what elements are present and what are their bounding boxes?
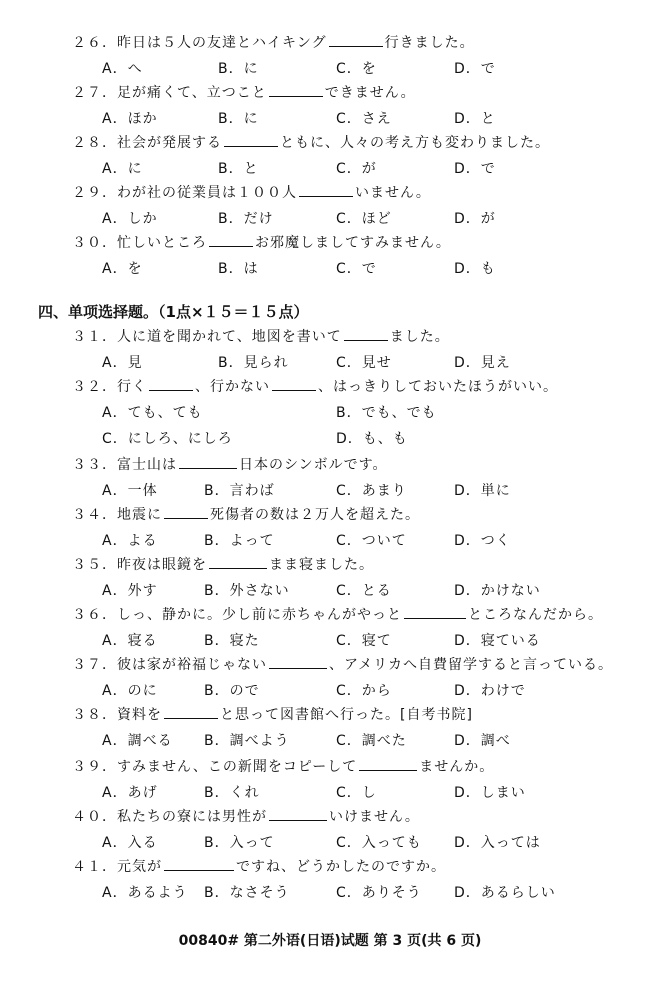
question-text-after: いません。 bbox=[355, 185, 431, 201]
question-text-before: 社会が発展する bbox=[117, 135, 222, 151]
option-a: A．外す bbox=[102, 583, 158, 599]
question-number: ２９． bbox=[72, 185, 117, 201]
question-text-after: と思って図書館へ行った。[自考书院] bbox=[220, 707, 473, 723]
question-38 bbox=[72, 704, 473, 724]
question-text-after: いけません。 bbox=[329, 809, 420, 825]
option-a: A．ても、ても bbox=[102, 405, 203, 421]
option-c: C．調べた bbox=[336, 733, 407, 749]
question-text-after: 行きました。 bbox=[384, 35, 475, 51]
option-c: C．を bbox=[336, 61, 377, 77]
question-number: ２８． bbox=[72, 135, 117, 151]
question-text-before: 富士山は bbox=[117, 457, 177, 473]
question-text-after: ませんか。 bbox=[419, 759, 495, 775]
answer-blank bbox=[224, 134, 278, 147]
question-text-middle: 、行かない bbox=[195, 379, 270, 395]
option-d: D．かけない bbox=[454, 583, 541, 599]
option-a: A．しか bbox=[102, 211, 158, 227]
question-29 bbox=[72, 182, 431, 202]
answer-blank bbox=[329, 34, 383, 47]
question-text-before: 私たちの寮には男性が bbox=[117, 809, 267, 825]
options-34 bbox=[102, 530, 642, 550]
question-number: ４０． bbox=[72, 809, 117, 825]
question-text-before: すみません、この新聞をコピーして bbox=[117, 759, 358, 775]
question-34 bbox=[72, 504, 420, 524]
page-footer: 00840# 第二外语(日语)试题 第 3 页(共 6 页) bbox=[178, 933, 482, 949]
option-b: B．でも、でも bbox=[336, 405, 437, 421]
section-heading: 四、单项选择题。（1点×１５＝１５点） bbox=[38, 303, 309, 321]
options-40 bbox=[102, 832, 642, 852]
question-text-before: 足が痛くて、立つこと bbox=[117, 85, 267, 101]
option-b: B．は bbox=[218, 261, 259, 277]
option-d: D．見え bbox=[454, 355, 511, 371]
question-text-before: わが社の従業員は１００人 bbox=[117, 185, 297, 201]
option-d: D．と bbox=[454, 111, 496, 127]
option-d: D．わけで bbox=[454, 683, 526, 699]
question-32 bbox=[72, 376, 558, 396]
options-33 bbox=[102, 480, 642, 500]
answer-blank-1 bbox=[149, 378, 193, 391]
question-26 bbox=[72, 32, 475, 52]
option-b: B．調べよう bbox=[204, 733, 290, 749]
option-a: A．あげ bbox=[102, 785, 158, 801]
question-number: ３６． bbox=[72, 607, 117, 623]
option-c: C．ほど bbox=[336, 211, 392, 227]
options-27 bbox=[102, 108, 642, 128]
question-number: ３４． bbox=[72, 507, 117, 523]
answer-blank bbox=[179, 456, 237, 469]
option-d: D．で bbox=[454, 61, 496, 77]
option-a: A．寝る bbox=[102, 633, 158, 649]
answer-blank bbox=[299, 184, 353, 197]
option-d: D．しまい bbox=[454, 785, 526, 801]
question-text-before: 元気が bbox=[117, 859, 162, 875]
option-a: A．ほか bbox=[102, 111, 158, 127]
options-38 bbox=[102, 730, 642, 750]
options-30 bbox=[102, 258, 642, 278]
question-text-after: ました。 bbox=[389, 329, 450, 345]
question-40 bbox=[72, 806, 420, 826]
option-a: A．へ bbox=[102, 61, 143, 77]
question-number: ４１． bbox=[72, 859, 117, 875]
option-c: C．ありそう bbox=[336, 885, 422, 901]
answer-blank bbox=[269, 656, 327, 669]
options-29 bbox=[102, 208, 642, 228]
option-b: B．ので bbox=[204, 683, 260, 699]
option-b: B．入って bbox=[204, 835, 275, 851]
question-text-after: 、アメリカへ自費留学すると言っている。 bbox=[329, 657, 614, 673]
option-b: B．くれ bbox=[204, 785, 260, 801]
question-text-before: 人に道を聞かれて、地図を書いて bbox=[117, 329, 342, 345]
question-text-after: ですね、どうかしたのですか。 bbox=[236, 859, 446, 875]
question-41 bbox=[72, 856, 446, 876]
question-number: ２７． bbox=[72, 85, 117, 101]
question-number: ３３． bbox=[72, 457, 117, 473]
question-31 bbox=[72, 326, 450, 346]
option-c: C．から bbox=[336, 683, 392, 699]
option-c: C．ついて bbox=[336, 533, 407, 549]
option-a: A．あるよう bbox=[102, 885, 188, 901]
options-37 bbox=[102, 680, 642, 700]
question-text-after: ところなんだから。 bbox=[468, 607, 603, 623]
option-a: A．一体 bbox=[102, 483, 158, 499]
question-number: ３１． bbox=[72, 329, 117, 345]
option-a: A．を bbox=[102, 261, 143, 277]
question-number: ３０． bbox=[72, 235, 117, 251]
option-b: B．見られ bbox=[218, 355, 289, 371]
question-35 bbox=[72, 554, 374, 574]
option-c: C．が bbox=[336, 161, 377, 177]
question-text-before: しっ、静かに。少し前に赤ちゃんがやっと bbox=[117, 607, 402, 623]
option-c: C．寝て bbox=[336, 633, 392, 649]
question-text-after: お邪魔しましてすみません。 bbox=[255, 235, 451, 251]
question-28 bbox=[72, 132, 550, 152]
option-b: B．と bbox=[218, 161, 259, 177]
option-c: C．さえ bbox=[336, 111, 392, 127]
option-b: B．なさそう bbox=[204, 885, 290, 901]
question-39 bbox=[72, 756, 494, 776]
answer-blank bbox=[269, 808, 327, 821]
option-a: A．のに bbox=[102, 683, 158, 699]
question-text-after: ともに、人々の考え方も変わりました。 bbox=[280, 135, 550, 151]
question-text-after: 死傷者の数は２万人を超えた。 bbox=[210, 507, 420, 523]
question-text-before: 昨日は５人の友達とハイキング bbox=[117, 35, 327, 51]
answer-blank bbox=[164, 506, 208, 519]
option-d: D．つく bbox=[454, 533, 511, 549]
answer-blank bbox=[404, 606, 466, 619]
question-30 bbox=[72, 232, 451, 252]
question-number: ３２． bbox=[72, 379, 117, 395]
question-number: ３５． bbox=[72, 557, 117, 573]
answer-blank-2 bbox=[272, 378, 316, 391]
option-c: C．あまり bbox=[336, 483, 407, 499]
option-b: B．外さない bbox=[204, 583, 290, 599]
option-c: C．し bbox=[336, 785, 377, 801]
option-c: C．で bbox=[336, 261, 377, 277]
option-a: A．に bbox=[102, 161, 143, 177]
option-b: B．だけ bbox=[218, 211, 274, 227]
option-b: B．寝た bbox=[204, 633, 260, 649]
answer-blank bbox=[269, 84, 323, 97]
question-text-before: 彼は家が裕福じゃない bbox=[117, 657, 267, 673]
option-d: D．入っては bbox=[454, 835, 541, 851]
option-b: B．に bbox=[218, 61, 259, 77]
question-33 bbox=[72, 454, 388, 474]
options-32-row2 bbox=[102, 428, 642, 448]
options-41 bbox=[102, 882, 642, 902]
answer-blank bbox=[344, 328, 388, 341]
options-36 bbox=[102, 630, 642, 650]
options-35 bbox=[102, 580, 642, 600]
option-a: A．よる bbox=[102, 533, 158, 549]
question-number: ３７． bbox=[72, 657, 117, 673]
answer-blank bbox=[164, 858, 234, 871]
option-d: D．調べ bbox=[454, 733, 511, 749]
question-number: ３９． bbox=[72, 759, 117, 775]
option-c: C．入っても bbox=[336, 835, 422, 851]
option-d: D．も bbox=[454, 261, 496, 277]
option-c: C．にしろ、にしろ bbox=[102, 431, 233, 447]
option-c: C．見せ bbox=[336, 355, 392, 371]
answer-blank bbox=[359, 758, 417, 771]
question-37 bbox=[72, 654, 613, 674]
question-text-before: 地震に bbox=[117, 507, 162, 523]
question-text-after: 、はっきりしておいたほうがいい。 bbox=[318, 379, 558, 395]
answer-blank bbox=[164, 706, 218, 719]
question-text-before: 行く bbox=[117, 379, 147, 395]
option-a: A．見 bbox=[102, 355, 143, 371]
options-39 bbox=[102, 782, 642, 802]
question-36 bbox=[72, 604, 603, 624]
option-d: D．が bbox=[454, 211, 496, 227]
options-26 bbox=[102, 58, 642, 78]
question-number: ３８． bbox=[72, 707, 117, 723]
option-b: B．言わば bbox=[204, 483, 275, 499]
question-27 bbox=[72, 82, 416, 102]
options-32-row1 bbox=[102, 402, 642, 422]
options-31 bbox=[102, 352, 642, 372]
option-a: A．入る bbox=[102, 835, 158, 851]
options-28 bbox=[102, 158, 642, 178]
question-text-before: 忙しいところ bbox=[117, 235, 207, 251]
question-text-before: 昨夜は眼鏡を bbox=[117, 557, 207, 573]
question-text-after: 日本のシンボルです。 bbox=[239, 457, 388, 473]
question-text-after: できません。 bbox=[324, 85, 416, 101]
option-d: D．で bbox=[454, 161, 496, 177]
option-d: D．寝ている bbox=[454, 633, 541, 649]
question-text-after: まま寝ました。 bbox=[269, 557, 374, 573]
option-d: D．あるらしい bbox=[454, 885, 556, 901]
question-text-before: 資料を bbox=[117, 707, 162, 723]
option-b: B．に bbox=[218, 111, 259, 127]
option-b: B．よって bbox=[204, 533, 275, 549]
option-d: D．単に bbox=[454, 483, 511, 499]
answer-blank bbox=[209, 234, 253, 247]
option-a: A．調べる bbox=[102, 733, 173, 749]
question-number: ２６． bbox=[72, 35, 117, 51]
answer-blank bbox=[209, 556, 267, 569]
option-d: D．も、も bbox=[336, 431, 408, 447]
option-c: C．とる bbox=[336, 583, 392, 599]
